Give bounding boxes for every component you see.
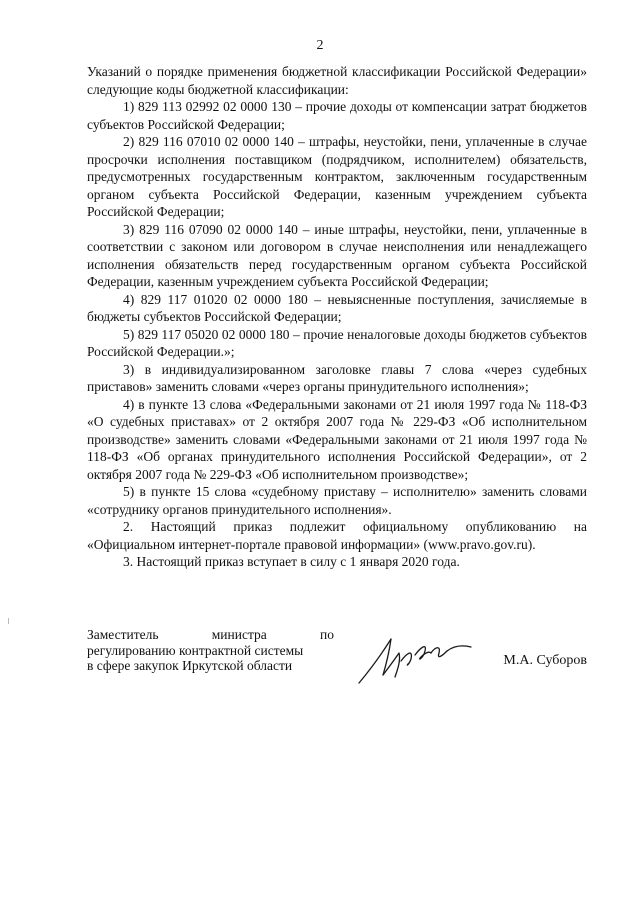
- paragraph-effective-date: 3. Настоящий приказ вступает в силу с 1 января 2020 года.: [123, 554, 460, 569]
- paragraph-code-5: 5) 829 117 05020 02 0000 180 – прочие неналоговые доходы бюджетов субъектов Российской Федерации.»;: [87, 326, 587, 359]
- paragraph-code-4: 4) 829 117 01020 02 0000 180 – невыясненные поступления, зачисляемые в бюджеты субъектов Российской Федерации;: [87, 291, 587, 324]
- signer-title-line-1: Заместитель министра по: [87, 627, 334, 642]
- page-number: 2: [316, 38, 324, 53]
- document-body: [87, 63, 587, 571]
- paragraph-item-4: 4) в пункте 13 слова «Федеральными законами от 21 июля 1997 года № 118-ФЗ «О судебных приставах» от 2 октября 2007 года № 229-ФЗ «Об исполнительном производстве» заменить словами «Федеральными законами от 21 июля 1997 года № 118-ФЗ «Об органах принудительного исполнения Российской Федерации», от 2 октября 2007 года № 229-ФЗ «Об исполнительном производстве»;: [87, 396, 587, 482]
- handwritten-signature: [355, 631, 475, 689]
- paragraph-item-3: 3) в индивидуализированном заголовке главы 7 слова «через судебных приставов» заменить словами «через органы принудительного исполнения»;: [87, 361, 587, 394]
- paragraph-code-2: 2) 829 116 07010 02 0000 140 – штрафы, неустойки, пени, уплаченные в случае просрочки исполнения поставщиком (подрядчиком, исполнителем) обязательств, предусмотренных государственным контрактом, заключенным государственным органом субъекта Российской Федерации, казенным учреждением субъекта Российской Федерации;: [87, 134, 587, 219]
- paragraph-publication: 2. Настоящий приказ подлежит официальному опубликованию на «Официальном интернет-портале правовой информации» (www.pravo.gov.ru).: [87, 519, 587, 552]
- margin-mark: [8, 618, 12, 624]
- signer-title: [87, 627, 334, 674]
- signer-title-line-3: в сфере закупок Иркутской области: [87, 658, 293, 673]
- paragraph-code-1: 1) 829 113 02992 02 0000 130 – прочие доходы от компенсации затрат бюджетов субъектов Российской Федерации;: [87, 99, 587, 132]
- signer-name: М.А. Суборов: [503, 653, 587, 668]
- signature-block: [87, 627, 587, 687]
- paragraph-item-5: 5) в пункте 15 слова «судебному приставу – исполнителю» заменить словами «сотруднику органов принудительного исполнения».: [87, 484, 587, 517]
- paragraph-intro: Указаний о порядке применения бюджетной классификации Российской Федерации» следующие коды бюджетной классификации:: [87, 64, 587, 97]
- paragraph-code-3: 3) 829 116 07090 02 0000 140 – иные штрафы, неустойки, пени, уплаченные в соответствии с законом или договором в случае неисполнения или ненадлежащего исполнения обязательств перед государственным органом субъекта Российской Федерации, казенным учреждением субъекта Российской Федерации;: [87, 221, 587, 289]
- signer-title-line-2: регулированию контрактной системы: [87, 642, 304, 658]
